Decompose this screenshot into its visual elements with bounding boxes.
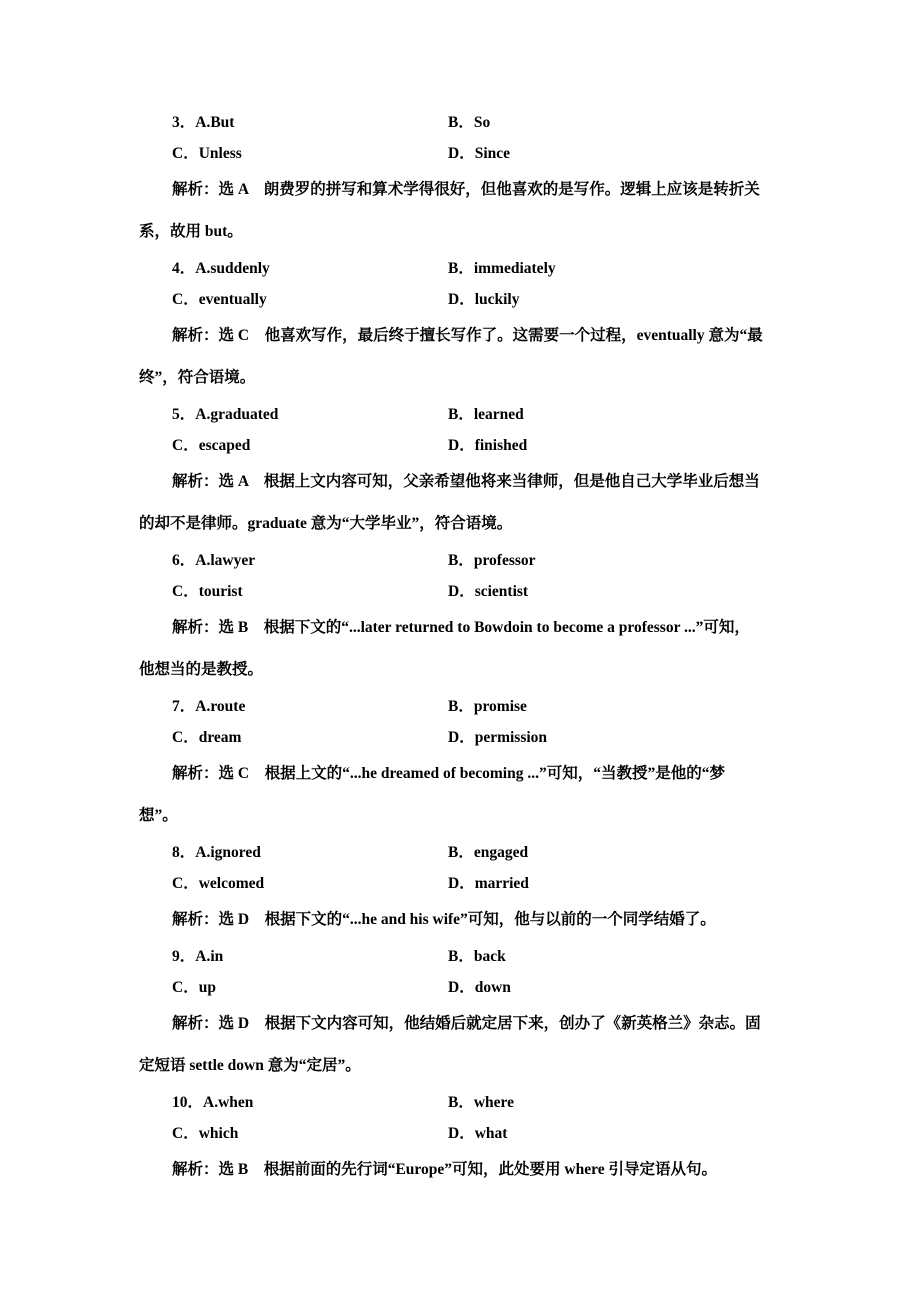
option-b: B．back xyxy=(448,948,506,965)
question-block xyxy=(139,399,789,545)
option-c: C．which xyxy=(172,1125,239,1142)
explanation-line: 解析：选 A 根据上文内容可知，父亲希望他将来当律师，但是他自己大学毕业后想当 xyxy=(172,473,760,490)
option-d: D．Since xyxy=(448,145,511,162)
option-b: B．engaged xyxy=(448,844,529,861)
option-c: C．dream xyxy=(172,729,242,746)
option-c: C．up xyxy=(172,979,216,996)
option-a: 7．A.route xyxy=(172,698,246,715)
option-b: B．professor xyxy=(448,552,536,569)
explanation-line: 解析：选 C 根据上文的“...he dreamed of becoming ...”可知，“当教授”是他的“梦 xyxy=(172,765,725,782)
question-block xyxy=(139,837,789,941)
option-c: C．welcomed xyxy=(172,875,265,892)
option-d: D．down xyxy=(448,979,511,996)
option-a: 9．A.in xyxy=(172,948,224,965)
option-c: C．tourist xyxy=(172,583,243,600)
option-a: 6．A.lawyer xyxy=(172,552,256,569)
option-d: D．permission xyxy=(448,729,548,746)
question-block xyxy=(139,691,789,837)
explanation-line: 的却不是律师。graduate 意为“大学毕业”，符合语境。 xyxy=(139,515,513,532)
option-b: B．immediately xyxy=(448,260,556,277)
option-c: C．eventually xyxy=(172,291,267,308)
explanation-line: 解析：选 D 根据下文的“...he and his wife”可知，他与以前的一个同学结婚了。 xyxy=(172,911,716,928)
explanation-line: 解析：选 B 根据前面的先行词“Europe”可知，此处要用 where 引导定语从句。 xyxy=(172,1161,717,1178)
options-row xyxy=(139,868,789,899)
option-b: B．learned xyxy=(448,406,524,423)
option-c: C．Unless xyxy=(172,145,242,162)
options-row xyxy=(139,545,789,576)
options-row xyxy=(139,837,789,868)
question-block xyxy=(139,107,789,253)
options-row xyxy=(139,1118,789,1149)
option-a: 3．A.But xyxy=(172,114,235,131)
explanation-line: 系，故用 but。 xyxy=(139,223,243,240)
options-row xyxy=(139,138,789,169)
question-block xyxy=(139,545,789,691)
option-b: B．promise xyxy=(448,698,527,715)
options-row xyxy=(139,107,789,138)
option-a: 8．A.ignored xyxy=(172,844,261,861)
option-d: D．married xyxy=(448,875,529,892)
explanation-line: 解析：选 D 根据下文内容可知，他结婚后就定居下来，创办了《新英格兰》杂志。固 xyxy=(172,1015,761,1032)
option-d: D．finished xyxy=(448,437,528,454)
options-row xyxy=(139,941,789,972)
question-block xyxy=(139,253,789,399)
option-a: 10．A.when xyxy=(172,1094,254,1111)
explanation-line: 终”，符合语境。 xyxy=(139,369,256,386)
question-block xyxy=(139,941,789,1087)
explanation-line: 解析：选 A 朗费罗的拼写和算术学得很好，但他喜欢的是写作。逻辑上应该是转折关 xyxy=(172,181,760,198)
option-c: C．escaped xyxy=(172,437,251,454)
question-block xyxy=(139,1087,789,1191)
options-row xyxy=(139,430,789,461)
answer-explanations-document xyxy=(139,107,789,1191)
explanation-line: 定短语 settle down 意为“定居”。 xyxy=(139,1057,361,1074)
options-row xyxy=(139,576,789,607)
explanation-line: 他想当的是教授。 xyxy=(139,661,264,678)
option-b: B．So xyxy=(448,114,491,131)
option-a: 4．A.suddenly xyxy=(172,260,270,277)
options-row xyxy=(139,399,789,430)
options-row xyxy=(139,722,789,753)
options-row xyxy=(139,1087,789,1118)
explanation-line: 解析：选 B 根据下文的“...later returned to Bowdoin to become a professor ...”可知， xyxy=(172,619,750,636)
options-row xyxy=(139,284,789,315)
options-row xyxy=(139,972,789,1003)
option-d: D．scientist xyxy=(448,583,529,600)
options-row xyxy=(139,253,789,284)
option-b: B．where xyxy=(448,1094,515,1111)
option-a: 5．A.graduated xyxy=(172,406,279,423)
explanation-line: 解析：选 C 他喜欢写作，最后终于擅长写作了。这需要一个过程，eventually 意为“最 xyxy=(172,327,763,344)
explanation-line: 想”。 xyxy=(139,807,178,824)
option-d: D．luckily xyxy=(448,291,520,308)
option-d: D．what xyxy=(448,1125,508,1142)
options-row xyxy=(139,691,789,722)
